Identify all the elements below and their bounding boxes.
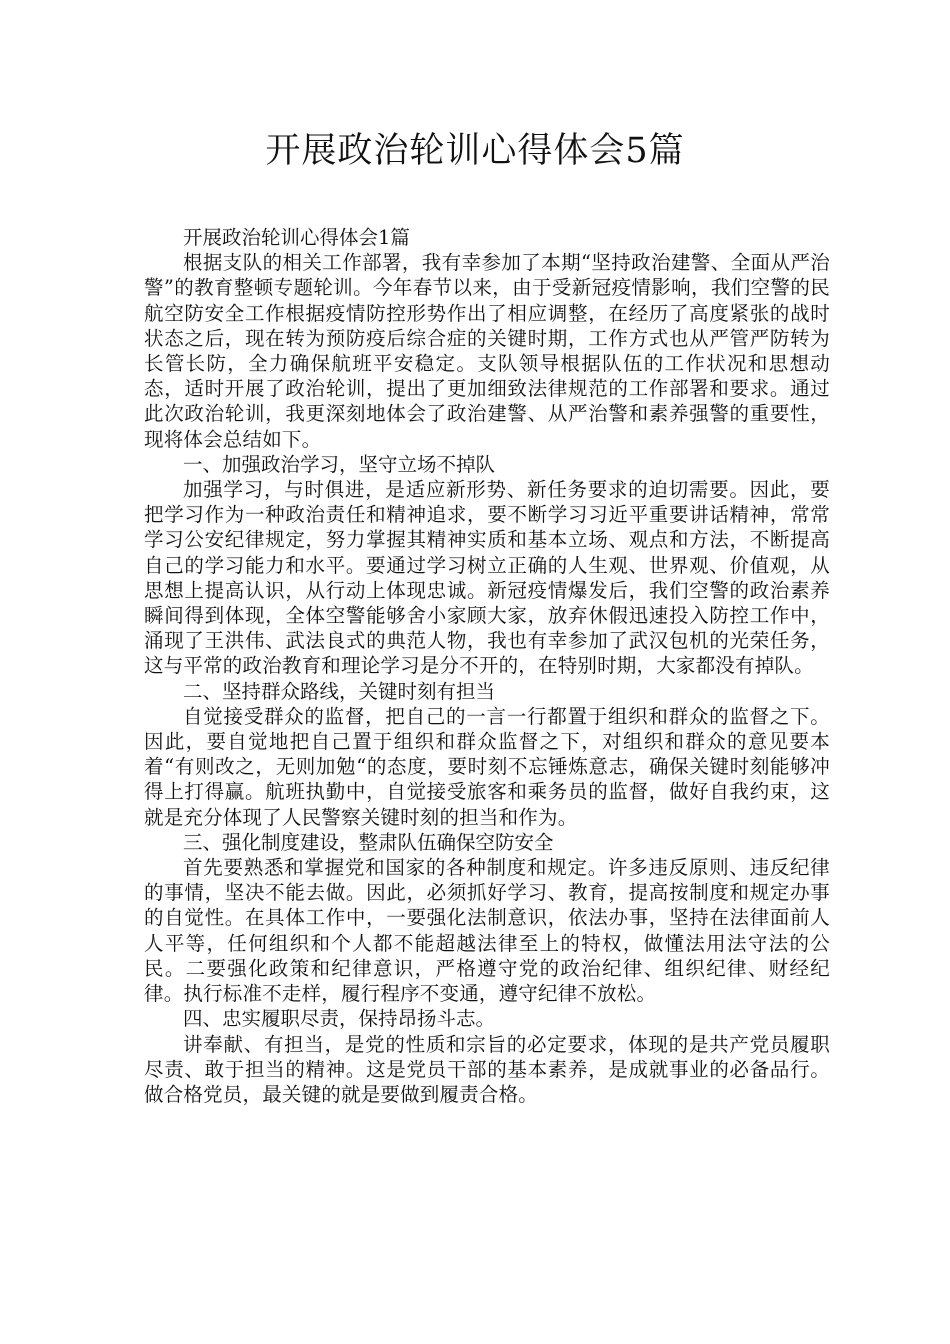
document-title: 开展政治轮训心得体会5篇 — [265, 131, 685, 171]
section-paragraph-3: 首先要熟悉和掌握党和国家的各种制度和规定。许多违反原则、违反纪律的事情，坚决不能去做。因此，必须抓好学习、教育，提高按制度和规定办事的自觉性。在具体工作中，一要强化法制意识，依法办事，坚持在法律面前人人平等，任何组织和个人都不能超越法律至上的特权，做懂法用法守法的公民。二要强化政策和纪律意识，严格遵守党的政治纪律、组织纪律、财经纪律。执行标准不走样，履行程序不变通，遵守纪律不放松。 — [144, 856, 830, 1006]
section-heading-3: 三、强化制度建设，整肃队伍确保空防安全 — [183, 830, 554, 854]
section-heading-4: 四、忠实履职尽责，保持昂扬斗志。 — [183, 1007, 496, 1031]
section-paragraph-1: 加强学习，与时俱进，是适应新形势、新任务要求的迫切需要。因此，要把学习作为一种政治责任和精神追求，要不断学习习近平重要讲话精神，常常学习公安纪律规定，努力掌握其精神实质和基本立场、观点和方法，不断提高自己的学习能力和水平。要通过学习树立正确的人生观、世界观、价值观，从思想上提高认识，从行动上体现忠诚。新冠疫情爆发后，我们空警的政治素养瞬间得到体现，全体空警能够舍小家顾大家，放弃休假迅速投入防控工作中，涌现了王洪伟、武法良式的典范人物，我也有幸参加了武汉包机的光荣任务，这与平常的政治教育和理论学习是分不开的，在特别时期，大家都没有掉队。 — [144, 478, 830, 678]
section-title: 开展政治轮训心得体会1篇 — [183, 226, 410, 249]
intro-paragraph: 根据支队的相关工作部署，我有幸参加了本期“坚持政治建警、全面从严治警”的教育整顿专题轮训。今年春节以来，由于受新冠疫情影响，我们空警的民航空防安全工作根据疫情防控形势作出了相应调整，在经历了高度紧张的战时状态之后，现在转为预防疫后综合症的关键时期，工作方式也从严管严防转为长管长防，全力确保航班平安稳定。支队领导根据队伍的工作状况和思想动态，适时开展了政治轮训，提出了更加细致法律规范的工作部署和要求。通过此次政治轮训，我更深刻地体会了政治建警、从严治警和素养强警的重要性，现将体会总结如下。 — [144, 251, 830, 451]
section-heading-2: 二、坚持群众路线，关键时刻有担当 — [183, 679, 496, 703]
section-heading-1: 一、加强政治学习，坚守立场不掉队 — [183, 452, 496, 476]
section-paragraph-4: 讲奉献、有担当，是党的性质和宗旨的必定要求，体现的是共产党员履职尽责、敢于担当的精神。这是党员干部的基本素养，是成就事业的必备品行。做合格党员，最关键的就是要做到履责合格。 — [144, 1032, 830, 1106]
document-body — [144, 225, 830, 1107]
section-paragraph-2: 自觉接受群众的监督，把自己的一言一行都置于组织和群众的监督之下。因此，要自觉地把自己置于组织和群众监督之下，对组织和群众的意见要本着“有则改之，无则加勉“的态度，要时刻不忘锤炼意志，确保关键时刻能够冲得上打得赢。航班执勤中，自觉接受旅客和乘务员的监督，做好自我约束，这就是充分体现了人民警察关键时刻的担当和作为。 — [144, 704, 830, 829]
